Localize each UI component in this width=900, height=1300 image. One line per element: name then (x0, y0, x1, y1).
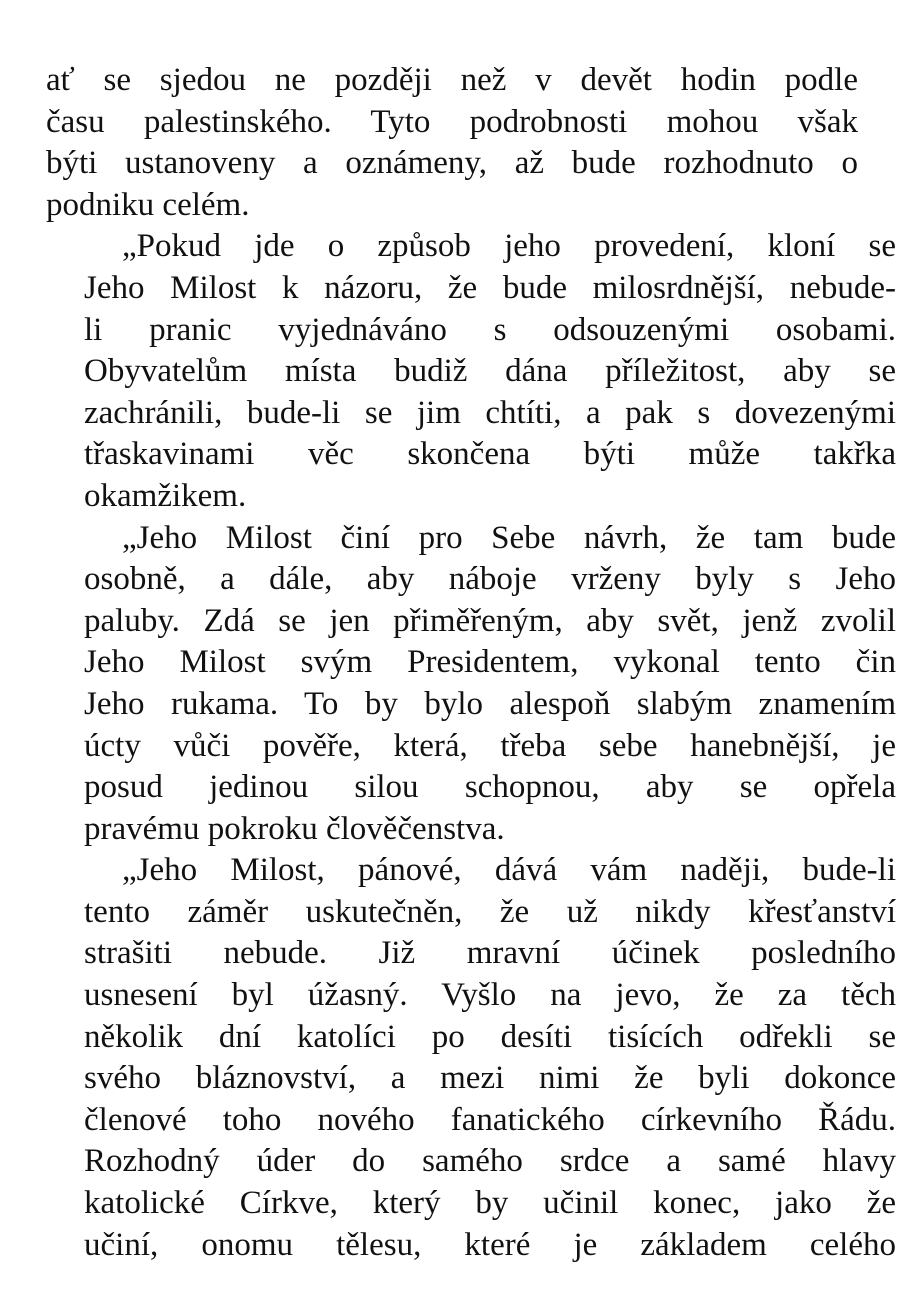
text-line: učiní, onomu tělesu, které je základem celého (84, 1226, 896, 1263)
text-line: katolické Církve, který by učinil konec, jako že (84, 1185, 896, 1222)
paragraph-3 (46, 518, 896, 851)
text-line: tento záměr uskutečněn, že už nikdy křesťanství (84, 893, 896, 930)
text-line: „Pokud jde o způsob jeho provedení, kloní se (122, 228, 896, 265)
paragraph-1 (46, 60, 858, 226)
text-line: třaskavinami věc skončena býti může takřka (84, 436, 896, 473)
text-line: paluby. Zdá se jen přiměřeným, aby svět, jenž zvolil (84, 602, 896, 639)
text-line: býti ustanoveny a oznámeny, až bude rozhodnuto o (46, 145, 858, 182)
text-line: li pranic vyjednáváno s odsouzenými osobami. (84, 311, 896, 348)
text-line: podniku celém. (46, 186, 250, 223)
paragraph-4 (46, 850, 896, 1266)
text-line: osobně, a dále, aby náboje vrženy byly s Jeho (84, 561, 896, 598)
text-line: pravému pokroku člověčenstva. (84, 810, 505, 847)
text-line: ať se sjedou ne později než v devět hodin podle (46, 62, 858, 98)
text-line: úcty vůči pověře, která, třeba sebe hanebnější, je (84, 727, 896, 764)
text-line: Obyvatelům místa budiž dána příležitost, aby se (84, 353, 896, 390)
text-line: Jeho rukama. To by bylo alespoň slabým znamením (84, 685, 896, 722)
text-line: Jeho Milost svým Presidentem, vykonal tento čin (84, 644, 896, 681)
paragraph-2 (46, 226, 896, 517)
text-line: Rozhodný úder do samého srdce a samé hlavy (84, 1143, 896, 1180)
text-line: okamžikem. (84, 477, 247, 514)
text-line: času palestinského. Tyto podrobnosti mohou však (46, 103, 858, 140)
text-line: svého bláznovství, a mezi nimi že byli dokonce (84, 1060, 896, 1097)
text-line: členové toho nového fanatického církevního Řádu. (84, 1101, 896, 1138)
text-line: „Jeho Milost, pánové, dává vám naději, bude-li (122, 852, 896, 889)
document-page (46, 60, 896, 1266)
text-line: posud jedinou silou schopnou, aby se opřela (84, 769, 896, 806)
text-line: usnesení byl úžasný. Vyšlo na jevo, že za těch (84, 977, 896, 1014)
text-line: několik dní katolíci po desíti tisících odřekli se (84, 1018, 896, 1055)
text-line: Jeho Milost k názoru, že bude milosrdnější, nebude- (84, 269, 896, 306)
text-line: „Jeho Milost činí pro Sebe návrh, že tam bude (122, 519, 896, 556)
text-line: zachránili, bude-li se jim chtíti, a pak s dovezenými (84, 394, 896, 431)
text-line: strašiti nebude. Již mravní účinek posledního (84, 935, 896, 972)
